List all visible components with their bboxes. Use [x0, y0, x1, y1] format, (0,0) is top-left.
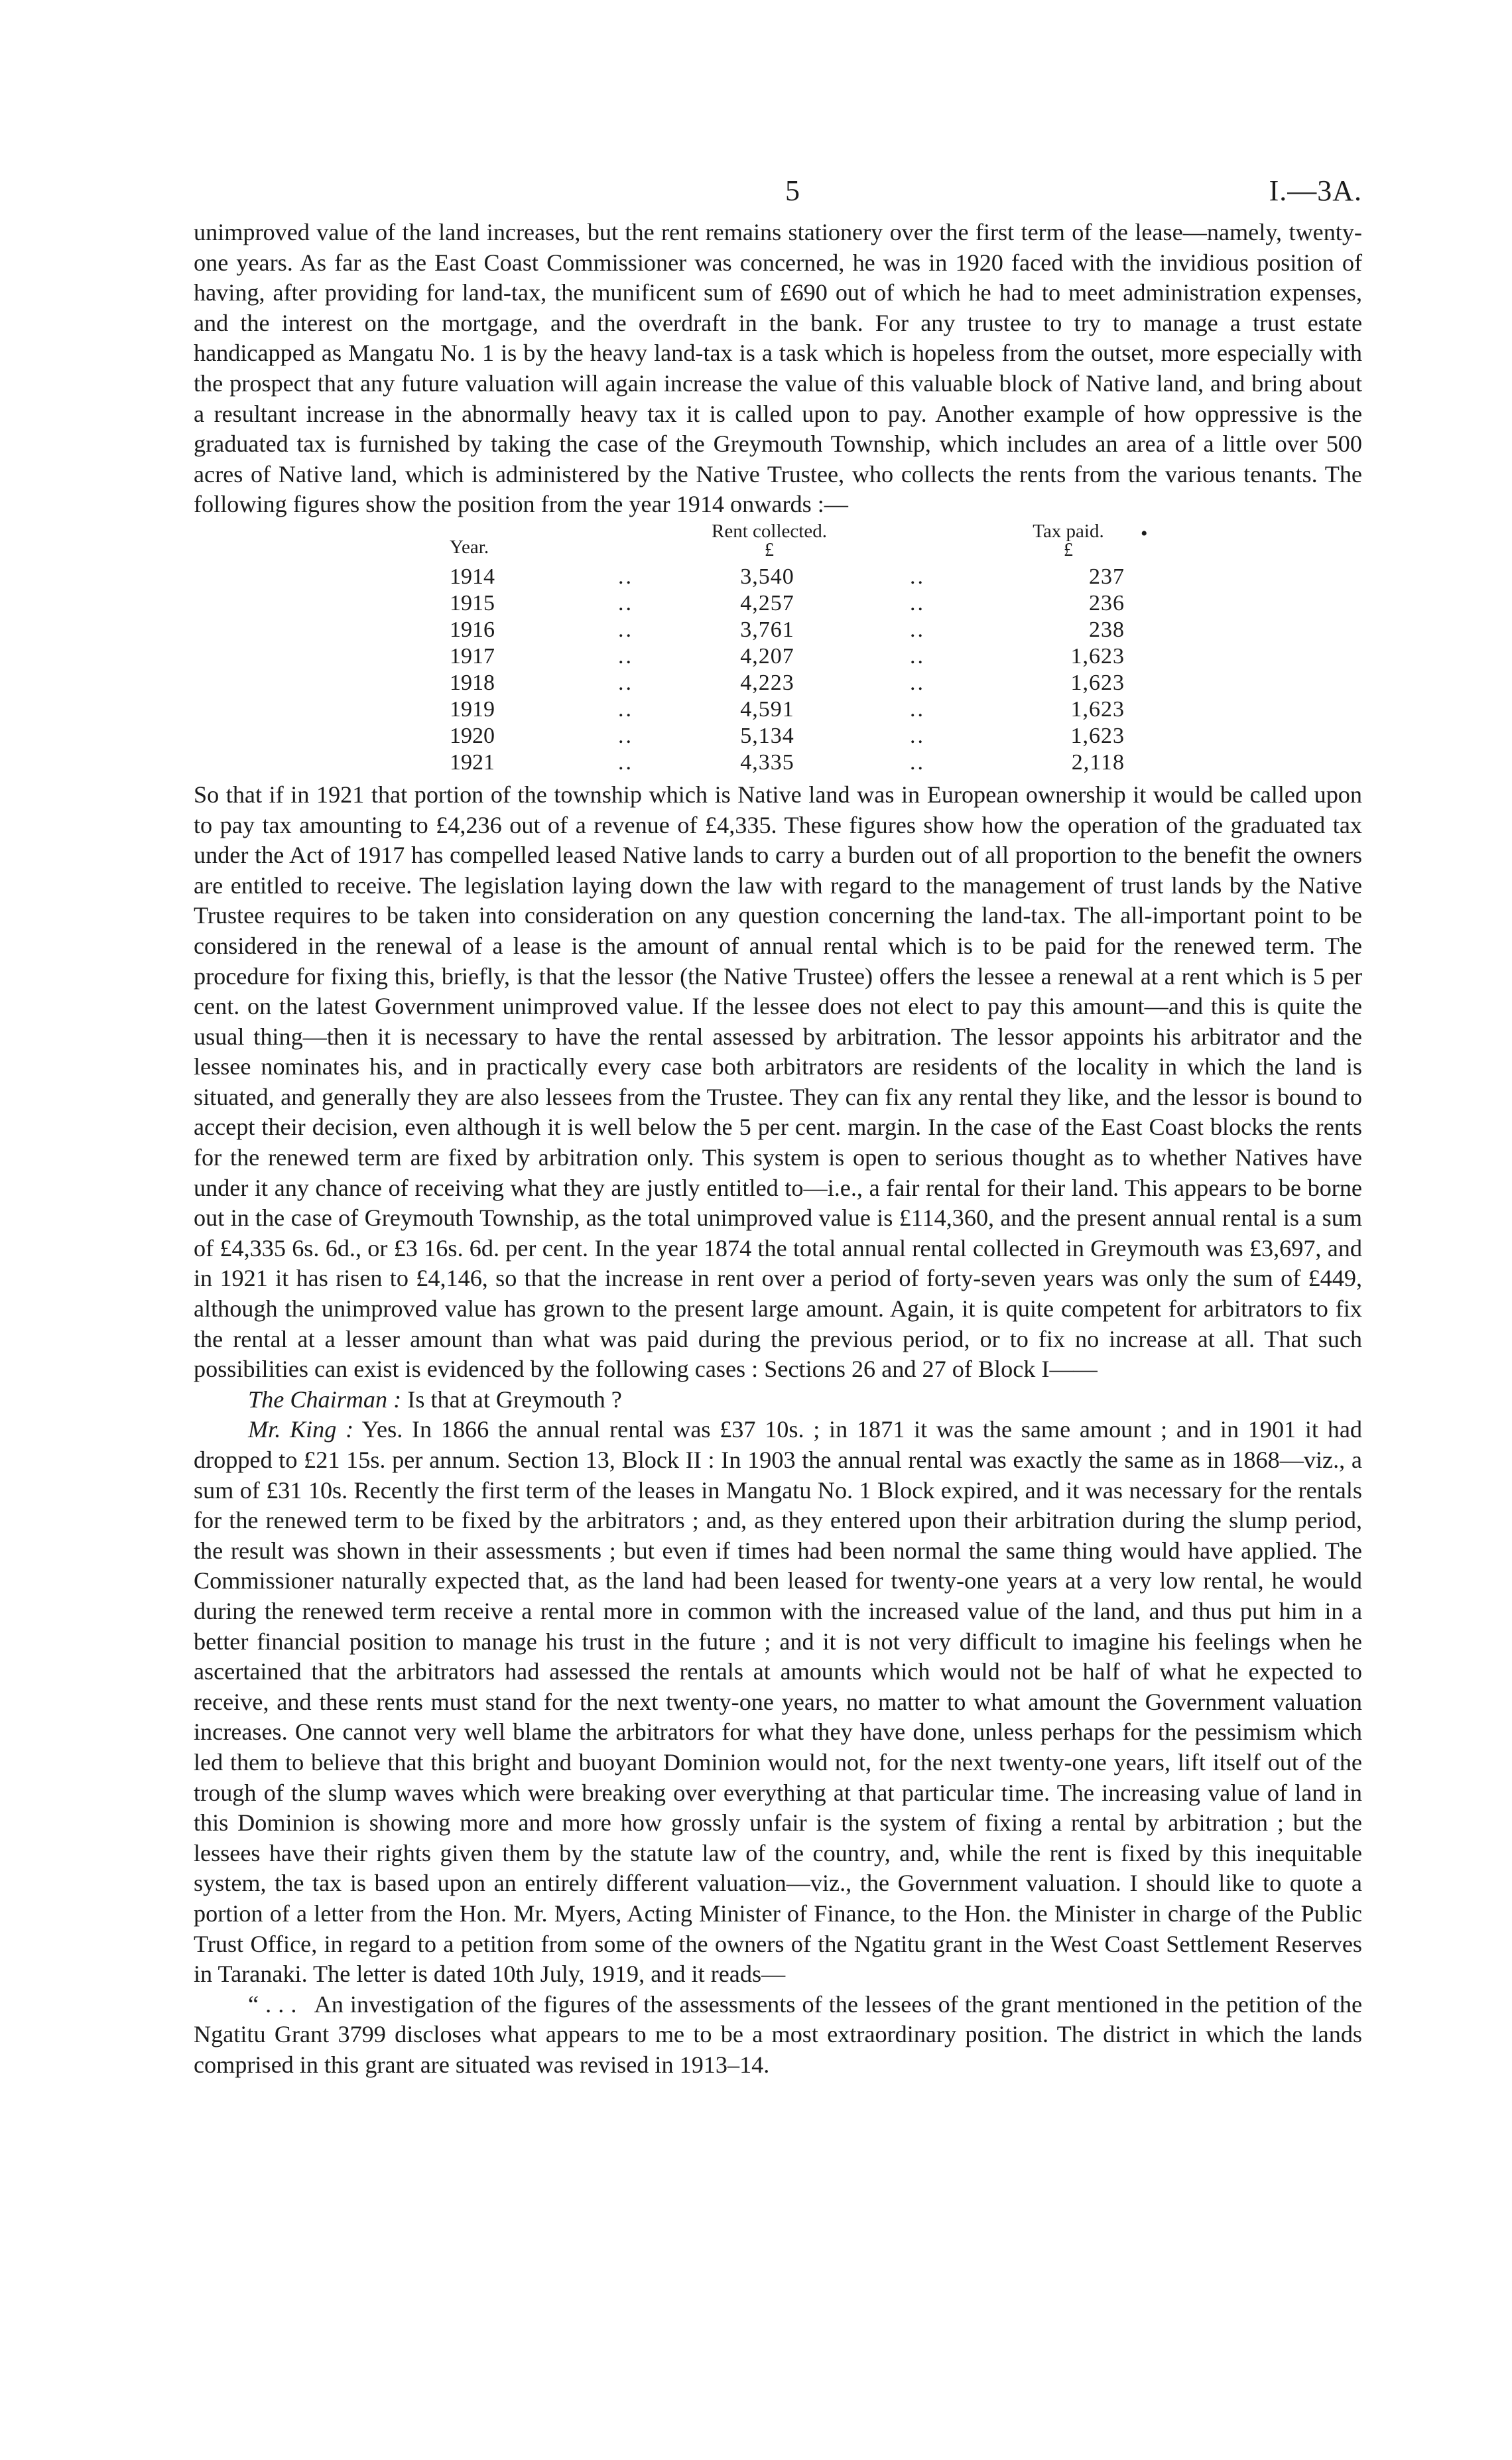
quoted-letter	[194, 1990, 1362, 2081]
tax-cell: 1,623	[1070, 643, 1125, 669]
page-number: 5	[785, 174, 800, 207]
table-row	[194, 670, 1362, 696]
rent-cell: 4,335	[740, 749, 794, 775]
column-header-rent: Rent collected.	[712, 520, 827, 542]
table-row	[194, 696, 1362, 723]
year-cell: 1919	[450, 696, 495, 722]
rent-cell: 3,761	[740, 617, 794, 642]
tax-cell: 1,623	[1070, 670, 1125, 695]
rent-cell: 4,207	[740, 643, 794, 669]
tax-cell: 238	[1089, 617, 1125, 642]
year-cell: 1917	[450, 643, 495, 669]
running-header	[194, 174, 1362, 218]
tax-cell: 1,623	[1070, 696, 1125, 722]
tax-cell: 236	[1089, 590, 1125, 615]
table-row	[194, 590, 1362, 617]
year-cell: 1915	[450, 590, 495, 615]
intro-paragraph: unimproved value of the land increases, but the rent remains stationery over the first term of the lease—namely, twenty-one years. As far as the East Coast Commissioner was concerned, he was in 1920 faced with the invidious position of having, after providing for land-tax, the munificent sum of £690 out of which he had to meet administration expenses, and the interest on the mortgage, and the overdraft in the bank. For any trustee to try to manage a trust estate handicapped as Mangatu No. 1 is by the heavy land-tax is a task which is hopeless from the outset, more especially with the prospect that any future valuation will again increase the value of this valuable block of Native land, and bring about a resultant increase in the abnormally heavy tax it is called upon to pay. Another example of how oppressive is the graduated tax is furnished by taking the case of the Greymouth Township, which includes an area of a little over 500 acres of Native land, which is administered by the Native Trustee, who collects the rents from the various tenants. The following figures show the position from the year 1914 onwards :—	[194, 219, 1362, 518]
leader-dots: ..	[618, 564, 633, 589]
rent-cell: 5,134	[740, 723, 794, 748]
rent-cell: 4,257	[740, 590, 794, 615]
document-page	[194, 174, 1362, 2080]
year-cell: 1914	[450, 564, 495, 589]
leader-dots: ..	[910, 643, 925, 669]
table-row	[194, 643, 1362, 670]
table-row	[194, 723, 1362, 749]
leader-dots: ..	[910, 617, 925, 642]
table-row	[194, 564, 1362, 590]
leader-dots: ..	[618, 749, 633, 775]
leader-dots: ..	[618, 723, 633, 748]
rent-unit: £	[765, 539, 774, 560]
year-cell: 1921	[450, 749, 495, 775]
leader-dots: ..	[618, 617, 633, 642]
leader-dots: ..	[910, 670, 925, 695]
rent-cell: 3,540	[740, 564, 794, 589]
rent-cell: 4,223	[740, 670, 794, 695]
body-paragraph: So that if in 1921 that portion of the township which is Native land was in European ownership it would be called upon to pay tax amounting to £4,236 out of a revenue of £4,335. These figures show how the operation of the graduated tax under the Act of 1917 has compelled leased Native lands to carry a burden out of all proportion to the benefit the owners are entitled to receive. The legislation laying down the law with regard to the management of trust lands by the Native Trustee requires to be taken into consideration on any question concerning the land-tax. The all-important point to be considered in the renewal of a lease is the amount of annual rental which is to be paid for the renewed term. The procedure for fixing this, briefly, is that the lessor (the Native Trustee) offers the lessee a renewal at a rent which is 5 per cent. on the latest Government unimproved value. If the lessee does not elect to pay this amount—and this is quite the usual thing—then it is necessary to have the rental assessed by arbitration. The lessor appoints his arbitrator and the lessee nominates his, and in practically every case both arbitrators are residents of the locality in which the land is situated, and generally they are also lessees from the Trustee. They can fix any rental they like, and the lessor is bound to accept their decision, even although it is well below the 5 per cent. margin. In the case of the East Coast blocks the rents for the renewed term are fixed by arbitration only. This system is open to serious thought as to whether Natives have under it any chance of receiving what they are justly entitled to—i.e., a fair rental for their land. This appears to be borne out in the case of Greymouth Township, as the total unimproved value is £114,360, and the present annual rental is a sum of £4,335 6s. 6d., or £3 16s. 6d. per cent. In the year 1874 the total annual rental collected in Greymouth was £3,697, and in 1921 it has risen to £4,146, so that the increase in rent over a period of forty-seven years was only the sum of £449, although the unimproved value has grown to the present large amount. Again, it is quite competent for arbitrators to fix the rental at a lesser amount than what was paid during the previous period, or to fix no increase at all. That such possibilities can exist is evidenced by the following cases : Sections 26 and 27 of Block I——	[194, 781, 1362, 1383]
chairman-question	[194, 1385, 1362, 1415]
rent-tax-table	[194, 521, 1362, 777]
table-row	[194, 749, 1362, 776]
speaker-name: The Chairman :	[248, 1386, 402, 1413]
leader-dots: ..	[910, 749, 925, 775]
leader-dots: ..	[618, 670, 633, 695]
leader-dots: ..	[910, 723, 925, 748]
year-cell: 1920	[450, 723, 495, 748]
leader-dots: ..	[910, 590, 925, 615]
speech-text: Yes. In 1866 the annual rental was £37 10s. ; in 1871 it was the same amount ; and in 1901 it had dropped to £21 15s. per annum. Section 13, Block II : In 1903 the annual rental was exactly the same as in 1868—viz., a sum of £31 10s. Recently the first term of the leases in Mangatu No. 1 Block expired, and it was necessary for the rentals for the renewed term to be fixed by the arbitrators ; and, as they entered upon their arbitration during the slump period, the result was shown in their assessments ; but even if times had been normal the same thing would have applied. The Commissioner naturally expected that, as the land had been leased for twenty-one years at a very low rental, he would during the renewed term receive a rental more in common with the increased value of the land, and thus put him in a better financial position to manage his trust in the future ; and it is not very difficult to imagine his feelings when he ascertained that the arbitrators had assessed the rentals at amounts which would not be half of what he expected to receive, and these rents must stand for the next twenty-one years, no matter to what amount the Government valuation increases. One cannot very well blame the arbitrators for what they have done, unless perhaps for the pessimism which led them to believe that this bright and buoyant Dominion would not, for the next twenty-one years, lift itself out of the trough of the slump waves which were breaking over everything at that particular time. The increasing value of land in this Dominion is showing more and more how grossly unfair is the system of fixing a rental by arbitration ; but the lessees have their rights given them by the statute law of the country, and, while the rent is fixed by this inequitable system, the tax is based upon an entirely different valuation—viz., the Government valuation. I should like to quote a portion of a letter from the Hon. Mr. Myers, Acting Minister of Finance, to the Hon. the Minister in charge of the Public Trust Office, in regard to a petition from some of the owners of the Ngatitu grant in the West Coast Settlement Reserves in Taranaki. The letter is dated 10th July, 1919, and it reads—	[194, 1416, 1362, 1988]
leader-dots: ..	[910, 564, 925, 589]
rent-cell: 4,591	[740, 696, 794, 722]
table-body	[194, 564, 1362, 776]
table-row	[194, 617, 1362, 643]
speech-text: Is that at Greymouth ?	[407, 1386, 622, 1413]
tax-cell: 237	[1089, 564, 1125, 589]
quote-ellipsis: “ . . .	[248, 1990, 297, 2018]
quote-text: An investigation of the figures of the assessments of the lessees of the grant mentioned in the petition of the Ngatitu Grant 3799 discloses what appears to me to be a most extraordinary position. The district in which the lands comprised in this grant are situated was revised in 1913–14.	[194, 1990, 1362, 2078]
leader-dots: ..	[618, 696, 633, 722]
speaker-name: Mr. King :	[248, 1416, 354, 1443]
tax-cell: 1,623	[1070, 723, 1125, 748]
margin-mark: •	[1141, 522, 1148, 545]
year-cell: 1916	[450, 617, 495, 642]
leader-dots: ..	[618, 643, 633, 669]
leader-dots: ..	[618, 590, 633, 615]
year-cell: 1918	[450, 670, 495, 695]
king-response	[194, 1415, 1362, 1989]
tax-unit: £	[1064, 539, 1073, 560]
tax-cell: 2,118	[1071, 749, 1125, 775]
sheet-reference: I.—3A.	[1269, 174, 1362, 207]
leader-dots: ..	[910, 696, 925, 722]
column-header-tax: Tax paid.	[1033, 520, 1104, 542]
column-header-year: Year.	[450, 536, 489, 558]
